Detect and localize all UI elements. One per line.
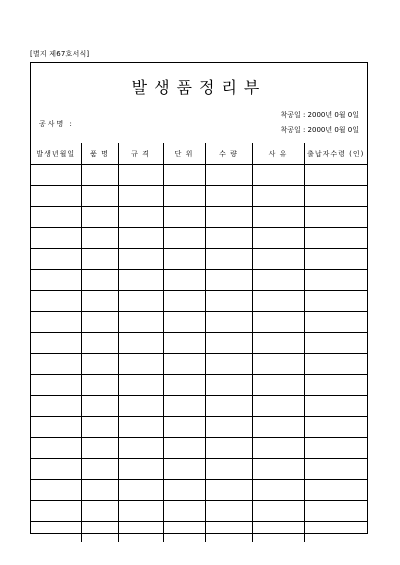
table-row — [31, 396, 367, 417]
table-cell[interactable] — [118, 522, 163, 543]
table-cell[interactable] — [205, 417, 252, 438]
table-cell[interactable] — [81, 228, 118, 249]
table-cell[interactable] — [163, 165, 205, 186]
table-cell[interactable] — [304, 417, 367, 438]
table-row — [31, 417, 367, 438]
table-cell[interactable] — [118, 186, 163, 207]
table-cell[interactable] — [304, 459, 367, 480]
column-header-receiver-seal: 출납자수령 (인) — [304, 143, 367, 165]
table-cell[interactable] — [163, 291, 205, 312]
table-cell[interactable] — [31, 459, 81, 480]
table-cell[interactable] — [31, 165, 81, 186]
table-cell[interactable] — [205, 165, 252, 186]
table-row — [31, 291, 367, 312]
table-cell[interactable] — [81, 333, 118, 354]
table-cell[interactable] — [252, 438, 304, 459]
table-cell[interactable] — [31, 522, 81, 543]
table-cell[interactable] — [81, 291, 118, 312]
table-cell[interactable] — [81, 375, 118, 396]
table-cell[interactable] — [118, 417, 163, 438]
column-header-date: 발생년월일 — [31, 143, 81, 165]
column-header-quantity: 수 량 — [205, 143, 252, 165]
table-cell[interactable] — [304, 312, 367, 333]
table-cell[interactable] — [81, 459, 118, 480]
table-cell[interactable] — [118, 396, 163, 417]
table-cell[interactable] — [163, 459, 205, 480]
start-date-line: 착공일 : 2000년 0월 0일 — [280, 111, 359, 119]
table-row — [31, 186, 367, 207]
table-cell[interactable] — [163, 396, 205, 417]
table-cell[interactable] — [304, 396, 367, 417]
table-row — [31, 501, 367, 522]
table-cell[interactable] — [252, 459, 304, 480]
table-cell[interactable] — [304, 333, 367, 354]
table-cell[interactable] — [31, 228, 81, 249]
table-cell[interactable] — [31, 375, 81, 396]
table-cell[interactable] — [205, 375, 252, 396]
table-cell[interactable] — [81, 186, 118, 207]
table-cell[interactable] — [81, 480, 118, 501]
table-cell[interactable] — [252, 207, 304, 228]
table-cell[interactable] — [304, 165, 367, 186]
table-cell[interactable] — [304, 207, 367, 228]
table-cell[interactable] — [118, 312, 163, 333]
table-row — [31, 522, 367, 543]
table-cell[interactable] — [81, 312, 118, 333]
column-header-item-name: 품 명 — [81, 143, 118, 165]
table-cell[interactable] — [31, 480, 81, 501]
table-cell[interactable] — [31, 312, 81, 333]
table-cell[interactable] — [31, 249, 81, 270]
site-name-label: 공사명 : — [39, 120, 74, 128]
table-cell[interactable] — [304, 375, 367, 396]
table-header-row — [31, 143, 367, 165]
table-cell[interactable] — [252, 312, 304, 333]
table-cell[interactable] — [118, 480, 163, 501]
table-cell[interactable] — [118, 354, 163, 375]
table-cell[interactable] — [163, 333, 205, 354]
table-cell[interactable] — [163, 480, 205, 501]
table-cell[interactable] — [163, 375, 205, 396]
table-cell[interactable] — [205, 438, 252, 459]
table-cell[interactable] — [304, 291, 367, 312]
table-cell[interactable] — [31, 291, 81, 312]
table-cell[interactable] — [252, 354, 304, 375]
table-cell[interactable] — [81, 501, 118, 522]
table-cell[interactable] — [205, 354, 252, 375]
table-cell[interactable] — [31, 186, 81, 207]
table-row — [31, 249, 367, 270]
table-cell[interactable] — [118, 249, 163, 270]
table-cell[interactable] — [31, 417, 81, 438]
table-cell[interactable] — [252, 228, 304, 249]
table-cell[interactable] — [163, 438, 205, 459]
table-cell[interactable] — [163, 522, 205, 543]
table-cell[interactable] — [252, 375, 304, 396]
table-cell[interactable] — [118, 501, 163, 522]
table-cell[interactable] — [252, 291, 304, 312]
table-cell[interactable] — [81, 417, 118, 438]
table-cell[interactable] — [252, 480, 304, 501]
table-cell[interactable] — [163, 501, 205, 522]
table-cell[interactable] — [163, 312, 205, 333]
table-cell[interactable] — [118, 165, 163, 186]
table-cell[interactable] — [252, 522, 304, 543]
table-row — [31, 333, 367, 354]
table-cell[interactable] — [205, 270, 252, 291]
table-cell[interactable] — [205, 291, 252, 312]
table-cell[interactable] — [163, 228, 205, 249]
table-cell[interactable] — [205, 312, 252, 333]
form-box — [30, 62, 368, 534]
table-cell[interactable] — [118, 375, 163, 396]
table-cell[interactable] — [252, 417, 304, 438]
table-cell[interactable] — [31, 501, 81, 522]
table-cell[interactable] — [81, 396, 118, 417]
table-cell[interactable] — [304, 249, 367, 270]
table-row — [31, 165, 367, 186]
table-cell[interactable] — [118, 228, 163, 249]
table-cell[interactable] — [31, 270, 81, 291]
table-cell[interactable] — [205, 396, 252, 417]
table-cell[interactable] — [118, 207, 163, 228]
table-cell[interactable] — [252, 333, 304, 354]
table-cell[interactable] — [205, 333, 252, 354]
table-cell[interactable] — [304, 480, 367, 501]
table-row — [31, 228, 367, 249]
table-row — [31, 480, 367, 501]
table-cell[interactable] — [205, 522, 252, 543]
table-row — [31, 459, 367, 480]
table-cell[interactable] — [304, 228, 367, 249]
table-cell[interactable] — [205, 501, 252, 522]
table-cell[interactable] — [81, 165, 118, 186]
table-cell[interactable] — [205, 186, 252, 207]
table-cell[interactable] — [163, 270, 205, 291]
table-cell[interactable] — [205, 249, 252, 270]
table-cell[interactable] — [81, 249, 118, 270]
table-cell[interactable] — [163, 207, 205, 228]
table-row — [31, 207, 367, 228]
table-row — [31, 438, 367, 459]
table-cell[interactable] — [118, 333, 163, 354]
table-cell[interactable] — [252, 396, 304, 417]
table-cell[interactable] — [81, 354, 118, 375]
table-cell[interactable] — [81, 270, 118, 291]
table-cell[interactable] — [31, 207, 81, 228]
form-title: 발생품정리부 — [131, 78, 267, 97]
table-row — [31, 354, 367, 375]
table-cell[interactable] — [252, 165, 304, 186]
table-cell[interactable] — [118, 438, 163, 459]
table-cell[interactable] — [304, 438, 367, 459]
table-cell[interactable] — [163, 417, 205, 438]
table-cell[interactable] — [163, 354, 205, 375]
table-cell[interactable] — [31, 333, 81, 354]
table-cell[interactable] — [252, 270, 304, 291]
table-cell[interactable] — [304, 186, 367, 207]
column-header-reason: 사 유 — [252, 143, 304, 165]
table-cell[interactable] — [252, 249, 304, 270]
table-cell[interactable] — [163, 186, 205, 207]
table-cell[interactable] — [31, 438, 81, 459]
table-row — [31, 270, 367, 291]
table-cell[interactable] — [81, 438, 118, 459]
column-header-unit: 단 위 — [163, 143, 205, 165]
table-cell[interactable] — [304, 501, 367, 522]
table-cell[interactable] — [118, 291, 163, 312]
table-cell[interactable] — [205, 228, 252, 249]
table-row — [31, 375, 367, 396]
table-cell[interactable] — [304, 270, 367, 291]
record-table — [31, 143, 367, 542]
table-cell[interactable] — [31, 396, 81, 417]
table-cell[interactable] — [252, 186, 304, 207]
table-cell[interactable] — [31, 354, 81, 375]
table-cell[interactable] — [205, 207, 252, 228]
completion-date-line: 착공일 : 2000년 0월 0일 — [280, 126, 359, 134]
form-tag: [별지 제67호서식] — [30, 50, 90, 58]
table-cell[interactable] — [304, 522, 367, 543]
table-cell[interactable] — [205, 459, 252, 480]
table-cell[interactable] — [205, 480, 252, 501]
table-cell[interactable] — [252, 501, 304, 522]
table-cell[interactable] — [163, 249, 205, 270]
table-cell[interactable] — [81, 522, 118, 543]
table-cell[interactable] — [118, 459, 163, 480]
table-cell[interactable] — [81, 207, 118, 228]
table-row — [31, 312, 367, 333]
column-header-spec: 규 격 — [118, 143, 163, 165]
table-cell[interactable] — [118, 270, 163, 291]
table-cell[interactable] — [304, 354, 367, 375]
